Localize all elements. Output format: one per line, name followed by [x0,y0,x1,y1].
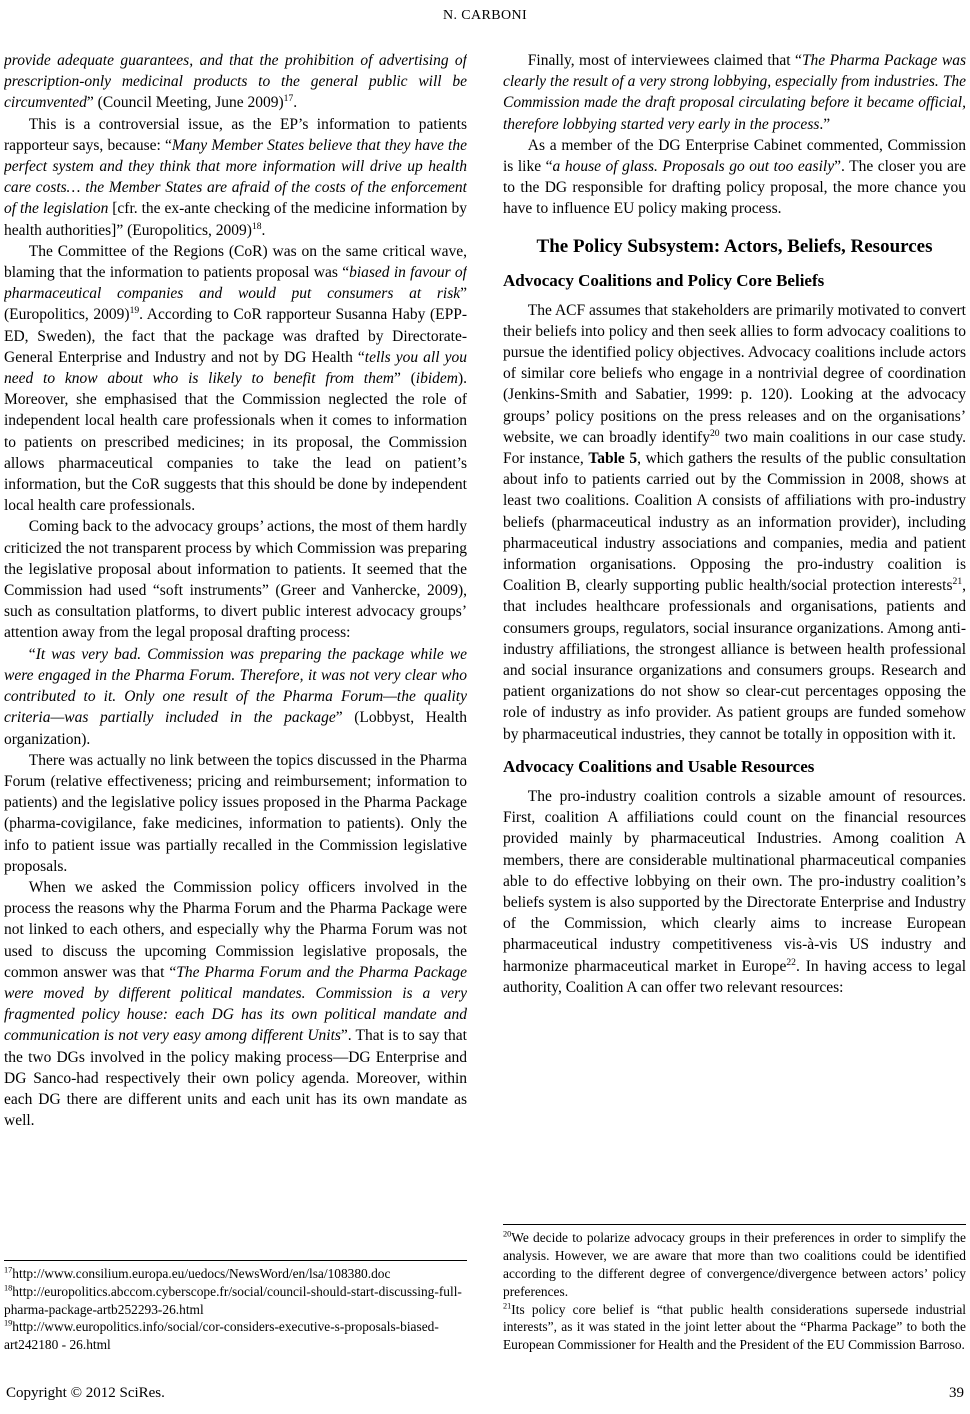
subsection-heading: Advocacy Coalitions and Policy Core Beliefs [503,270,825,290]
text-run: ). Moreover, she emphasised that the Commission neglected the role of independent local health care professionals when it comes to information to patients on prescribed medicines; in its proposal, the Commission allows pharmaceutical companies to take the lead on patient’s information, but the CoR suggests that this should be done by independent local health care professionals. [4,370,467,515]
text-run: biased in favour of pharmaceutical companies and would put consumers at risk [4,264,467,303]
paragraph [4,877,467,1131]
text-run: ibidem [415,370,458,388]
text-run: provide adequate guarantees, and that the prohibition of advertising of prescription-only medicinal products to the general public will be circumvented [4,52,467,112]
text-run: . [293,94,298,112]
paragraph [503,300,966,745]
text-run: ” ( [393,370,416,388]
text-run: Coming back to the advocacy groups’ actions, the most of them hardly criticized the not transparent process by which Commission was preparing the legislative proposal about information to patients. It seemed that the Commission had used “soft instruments” (Greer and Vanhercke, 2009), such as consultation platforms, to divert public interest advocacy groups’ attention away from the legal proposal drafting process: [4,518,467,642]
text-run: [cfr. the ex-ante checking of the medicine information by health authorities]” (Europolitics, 2009) [4,200,467,239]
page-number: 39 [949,1385,964,1401]
paragraph [503,135,966,220]
footnote-number: 19 [4,1318,13,1328]
paragraph [503,50,966,135]
paragraph [4,750,467,877]
text-run: “ [28,645,36,663]
text-run: When we asked the Commission policy officers involved in the process the reasons why the Pharma Forum and the Pharma Package were not linked to each others, and especially why the Pharma Forum was not used to discuss the upcoming Commission legislative proposals, the common answer was that “ [4,878,467,981]
footnote-marker: 21 [952,576,963,588]
text-run: ” (Council Meeting, June 2009) [86,94,284,112]
text-run: two main coalitions in our case study. For instance, [503,428,966,468]
footnote-number: 18 [4,1283,13,1293]
text-run: .” [819,115,831,133]
running-head-author: N. CARBONI [442,8,528,23]
footnote [503,1229,966,1300]
text-run: The Pharma Package was clearly the result of a very strong lobbying, especially from industries. The Commission made the draft proposal circulating before it became official, therefore lobbying started very early in the process [503,52,966,133]
text-run: The pro-industry coalition controls a sizable amount of resources. First, coalition A affiliations could count on the financial resources provided mainly by pharmaceutical Industries. Among coalition A members, there are considerable multinational pharmaceutical companies able to do effective lobbying on their own. The pro-industry coalition’s beliefs system is also supported by the Directorate Enterprise and Industry of the Commission, which clearly aims to increase European pharmaceutical industry competitiveness vis-à-vis US industry and harmonize pharmaceutical market in Europe [503,787,966,975]
copyright-notice: Copyright © 2012 SciRes. [6,1385,165,1401]
footnote-marker: 22 [786,956,796,968]
text-run: . According to CoR rapporteur Susanna Haby (EPP-ED, Sweden), the fact that the package was drafted by Directorate-General Enterprise and Industry and not by DG Health “ [4,306,467,366]
text-run: There was actually no link between the topics discussed in the Pharma Forum (relative effectiveness; pricing and reimbursement; information to patients) and the legislative policy issues proposed in the Pharma Package (pharma-covigilance, fake medicines, information to patients). Only the info to patient issue was partially recalled in the Commission legislative proposals. [4,751,467,875]
text-run: The Pharma Forum and the Pharma Package were moved by different political mandates. Commission is a very fragmented policy house: each DG has its own political mandate and communication is not very easy among different Units [4,963,467,1045]
text-run: Many Member States believe that they have the perfect system and they think that more information will drive up health care costs… the Member States are afraid of the costs of the enforcement of the legislation [4,136,467,218]
right-column-body [503,50,966,998]
footnote [503,1301,966,1354]
paragraph [4,644,467,750]
footnote [4,1318,467,1354]
footnote-text: http://www.europolitics.info/social/cor-considers-executive-s-proposals-biased-art242180 - 26.html [4,1319,439,1353]
text-run: The Committee of the Regions (CoR) was on the same critical wave, blaming that the information to patients proposal was “ [4,242,467,282]
text-run: a house of glass. Proposals go out too easily [552,158,835,176]
text-run: , that includes healthcare professionals and organisations, patients and consumers groups, regulators, social insurance organizations. Among anti-industry affiliations, the strongest alliance is between health professional and social insurance organizations and consumers groups. Research and patient organizations do not show so clear-cut percentages opposing the role of industry as info provider. As patient groups are funded somehow by pharmaceutical industries, they cannot be totally in opposition with it. [503,577,966,743]
page-footer [4,1385,966,1402]
paragraph [503,786,966,998]
text-run: ” (Europolitics, 2009) [4,285,467,324]
text-run: Finally, most of interviewees claimed that “ [527,52,802,69]
footnote-number: 20 [503,1229,512,1239]
footnote-marker: 18 [251,220,262,232]
left-footnotes [4,1260,467,1354]
two-column-content [4,50,966,1354]
right-footnotes [503,1224,966,1354]
text-run: It was very bad. Commission was preparing the package while we were engaged in the Pharma Forum. Therefore, it was not very clear who contributed to it. Only one result of the Pharma Forum—the quality criteria—was partially included in the package [4,645,467,727]
text-run: ”. That is to say that the two DGs involved in the policy making process—DG Enterprise and DG Sanco-had respectively their own policy agenda. Moreover, within each DG there are different units and each unit has its own mandate as well. [4,1027,467,1130]
text-run: Table 5 [588,450,638,468]
footnote-marker: 17 [283,93,294,105]
text-run: As a member of the DG Enterprise Cabinet commented, Commission is like “ [503,136,966,176]
text-run: tells you all you need to know about who is likely to benefit from them [4,348,467,388]
text-run: ”. The closer you are to the DG responsible for drafting policy proposal, the more chance you have to influence EU policy making process. [503,158,966,218]
footnote-marker: 20 [709,427,720,439]
left-column [4,50,467,1354]
footnote-text: http://europolitics.abccom.cyberscope.fr/social/council-should-start-discussing-full-pharma-package-artb252293-26.html [4,1283,462,1317]
footnote [4,1265,467,1283]
footnote-text: http://www.consilium.europa.eu/uedocs/NewsWord/en/lsa/108380.doc [12,1266,391,1282]
paragraph [4,114,467,241]
footnote [4,1283,467,1319]
footnote-text: We decide to polarize advocacy groups in their preferences in order to simplify the analysis. However, we are aware that more than two coalitions could be identified according to the different degree of convergence/divergence between actors’ policy preferences. [503,1230,966,1299]
text-run: This is a controversial issue, as the EP’s information to patients rapporteur says, because: “ [4,115,467,154]
text-run: The ACF assumes that stakeholders are primarily motivated to convert their beliefs into policy and then seek allies to form advocacy coalitions to pursue the identified policy objectives. Advocacy coalitions include actors of similar core beliefs who engage in a nontrivial degree of coordination (Jenkins-Smith and Sabatier, 1999: p. 120). Looking at the advocacy groups’ policy positions on the press releases and on the organisations’ website, we can broadly identify [503,301,966,446]
footnote-marker: 19 [129,305,140,317]
paragraph [4,241,467,517]
text-run: , which gathers the results of the public consultation about info to patients carried out by the Commission in 2008, shows at least two coalitions. Coalition A consists of affiliations with pro-industry beliefs (pharmaceutical industry as an information provider), including pharmaceutical industry associations and companies, media and patient information organisations. Opposing the pro-industry coalition is Coalition B, clearly supporting public health/social protection interests [503,450,966,595]
paragraph [4,50,467,114]
text-run: . [261,221,266,239]
subsection-heading: Advocacy Coalitions and Usable Resources [503,756,815,776]
footnote-number: 17 [4,1265,13,1275]
text-run: . In having access to legal authority, Coalition A can offer two relevant resources: [503,957,966,996]
footnote-number: 21 [503,1301,512,1311]
paragraph [4,516,467,643]
footnote-text: Its policy core belief is “that public health considerations supersede industrial interests”, as it was stated in the joint letter about the “Pharma Package” to both the European Commissioner for Health and the President of the EU Commission Barroso. [503,1301,966,1353]
left-column-body [4,50,467,1131]
right-column [503,50,966,1354]
section-heading: The Policy Subsystem: Actors, Beliefs, Resources [536,235,933,257]
text-run: ” (Lobbyst, Health organization). [4,709,467,748]
